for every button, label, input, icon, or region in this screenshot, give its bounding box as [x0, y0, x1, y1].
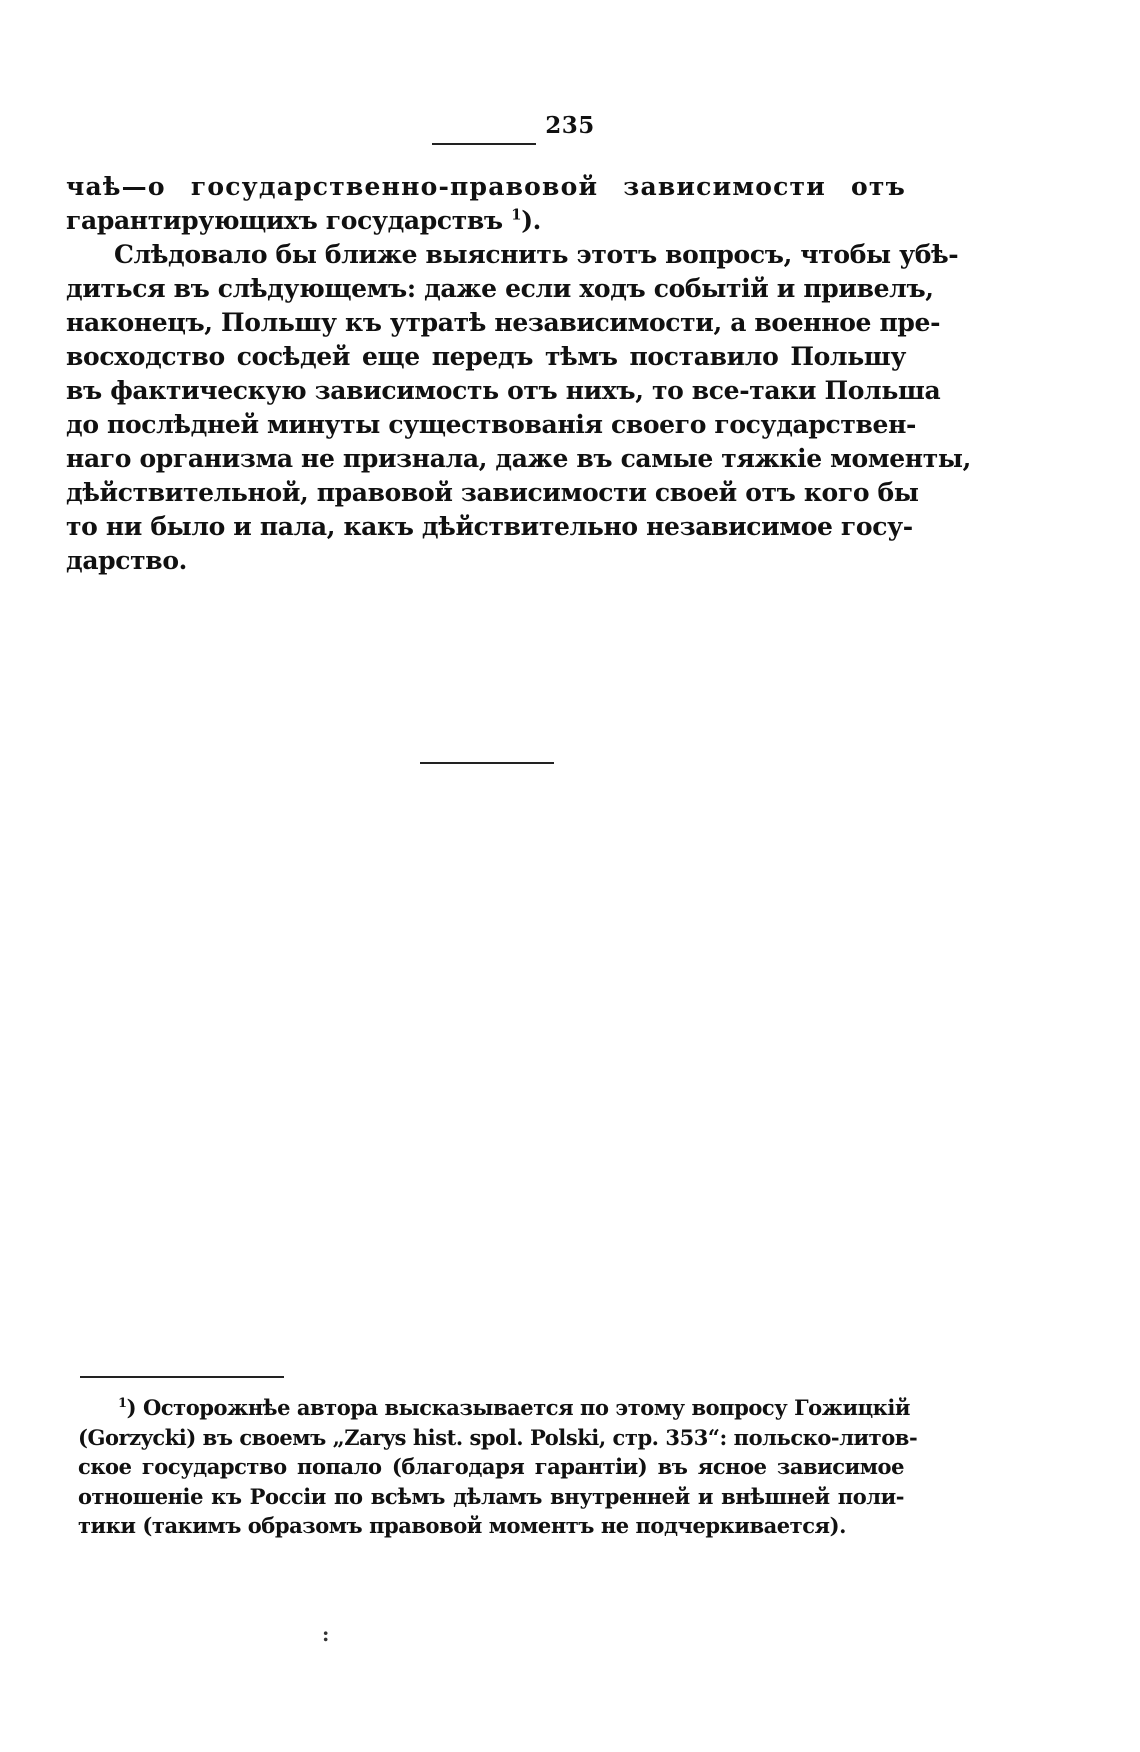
main-line-6: восходство сосѣдей еще передъ тѣмъ поставило Польшу	[66, 342, 906, 371]
main-line-5: наконецъ, Польшу къ утратѣ независимости, а военное пре-	[66, 308, 941, 337]
main-line-9: наго организма не признала, даже въ самые тяжкіе моменты,	[66, 444, 971, 473]
footnote-line-1	[78, 1393, 911, 1423]
page-number: 235	[545, 112, 595, 139]
footnote-marker-tail: )	[126, 1395, 137, 1420]
main-line-4: диться въ слѣдующемъ: даже если ходъ событій и привелъ,	[66, 274, 934, 303]
main-line-10: дѣйствительной, правовой зависимости своей отъ кого бы	[66, 478, 919, 507]
main-line-3: Слѣдовало бы ближе выяснить этотъ вопросъ, чтобы убѣ-	[114, 240, 959, 269]
footnote-reference-tail: ).	[521, 206, 542, 235]
main-line-1: чаѣ—о государственно-правовой зависимости отъ	[66, 172, 906, 201]
main-line-8: до послѣдней минуты существованія своего государствен-	[66, 410, 917, 439]
footnote-line-1-text: Осторожнѣе автора высказывается по этому вопросу Гожицкій	[142, 1395, 911, 1420]
footnote	[78, 1393, 918, 1541]
footnote-line-5: тики (такимъ образомъ правовой моментъ не подчеркивается).	[78, 1513, 846, 1538]
footnote-marker: 1	[118, 1396, 127, 1411]
footnote-reference: 1	[511, 205, 522, 224]
main-line-2-text: гарантирующихъ государствъ	[66, 206, 503, 235]
footnote-line-2: (Gorzycki) въ своемъ „Zarys hist. spol. Polski, стр. 353“: польско-литов-	[78, 1424, 918, 1450]
main-line-11: то ни было и пала, какъ дѣйствительно независимое госу-	[66, 512, 913, 541]
main-line-12: дарство.	[66, 546, 188, 575]
footnote-line-3: ское государство попало (благодаря гарантіи) въ ясное зависимое	[78, 1454, 904, 1479]
section-divider	[420, 762, 554, 764]
main-text	[66, 170, 971, 578]
footnote-line-4: отношеніе къ Россіи по всѣмъ дѣламъ внутренней и внѣшней поли-	[78, 1483, 904, 1509]
page-number-rule	[432, 143, 536, 145]
footnote-rule	[80, 1376, 284, 1378]
main-line-7: въ фактическую зависимость отъ нихъ, то все-таки Польша	[66, 376, 941, 405]
bottom-mark: :	[322, 1622, 330, 1646]
main-line-2	[66, 204, 906, 238]
